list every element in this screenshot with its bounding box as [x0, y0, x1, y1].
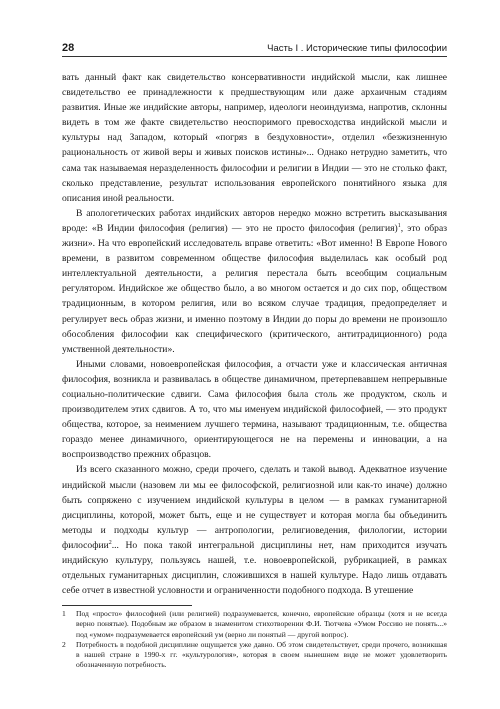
paragraph-text: , это образ жизни». На что европейский исследователь вправе ответить: «Вот именно! В Европе Нового времени, в развитом современном обществе философия выделилась как особый род интеллектуальной деятельности, а религия перестала быть всеобщим социальным регулятором. Индийское же общество было, а во многом остается и до сих пор, обществом традиционным, в котором религия, или во всяком случае традиция, предопределяет и регулирует весь образ жизни, и именно поэтому в Индии до поры до времени не произошло обособления философии как специфического (критического, антитрадиционного) рода умственной деятельности». — [62, 222, 448, 355]
page-number: 28 — [62, 42, 75, 54]
footnote-text: Под «просто» философией (или религией) подразумевается, конечно, европейские образцы (хотя и не всегда верно понятые). Подобным же образом в знаменитом стихотворении Ф.И. Тютчева «Умом Россию не понять...» под «умом» подразумевается европейский ум (верно ли понятый — другой вопрос). — [76, 609, 447, 639]
body-text — [62, 70, 447, 598]
footnote-divider — [62, 605, 192, 606]
paragraph-text: ... Но пока такой интегральной дисциплины нет, нам приходится изучать индийскую культуру, пользуясь нашей, т.е. новоевропейской, рубрикацией, в рамках отдельных гуманитарных дисциплин, сложившихся в нашей культуре. Надо лишь отдавать себе отчет в известной условности и ограниченности подобного подхода. В утешение — [62, 539, 447, 597]
footnotes — [62, 609, 447, 670]
footnote-mark: 2 — [62, 639, 66, 649]
footnote-ref: 2 — [108, 539, 112, 546]
running-head: Часть I . Исторические типы философии — [267, 43, 447, 54]
page-header — [62, 42, 447, 57]
paragraph: вать данный факт как свидетельство консервативности индийской мысли, как лишнее свидетельство ее принадлежности к предшествующим или даже архаичным стадиям развития. Иные же индийские авторы, например, идеологи неоиндуизма, напротив, склонны видеть в том же факте свидетельство неоспоримого превосходства индийской мысли и культуры над Западом, который «погряз в бездуховности», отделил «безжизненную рациональность от живой веры и живых поисков истины»... Однако нетрудно заметить, что сама так называемая неразделенность философии и религии в Индии — это не столько факт, сколько представление, результат использования европейского понятийного языка для описания иной реальности. — [62, 72, 447, 204]
paragraph — [62, 462, 447, 598]
footnote-text: Потребность в подобной дисциплине ощущается уже давно. Об этом свидетельствует, среди прочего, возникшая в нашей стране в 1990-х гг. «культурология», которая в своем нынешнем виде не может удовлетворить обозначенную потребность. — [76, 639, 447, 670]
footnote-mark: 1 — [62, 609, 66, 619]
paragraph-text: В апологетических работах индийских авторов нередко можно встретить высказывания вроде: «В Индии философия (религия) — это не просто философия (религия) — [62, 207, 447, 234]
footnote — [62, 609, 447, 640]
paragraph: Иными словами, новоевропейская философия, а отчасти уже и классическая античная философия, возникла и развивалась в обществе динамичном, претерпевавшем непрерывные социально-политические сдвиги. Сама философия была столь же продуктом, сколь и производителем этих сдвигов. А то, что мы именуем индийской философией, — это продукт общества, которое, за неимением лучшего термина, называют традиционным, т.е. общества гораздо менее динамичного, ориентирующегося не на перемены и инновации, а на воспроизводство прежних образцов. — [62, 358, 447, 461]
footnote — [62, 640, 447, 671]
paragraph-text: Из всего сказанного можно, среди прочего, сделать и такой вывод. Адекватное изучение индийской мысли (назовем ли мы ее философской, религиозной или как-то иначе) должно быть сопряжено с изучением индийской культуры в целом — в рамках гуманитарной дисциплины, которой, может быть, еще и не существует и которая могла бы объединить методы и подходы культур — антропологии, религиоведения, филологии, истории философии — [62, 464, 447, 551]
footnote-ref: 1 — [397, 222, 401, 229]
paragraph — [62, 206, 447, 357]
